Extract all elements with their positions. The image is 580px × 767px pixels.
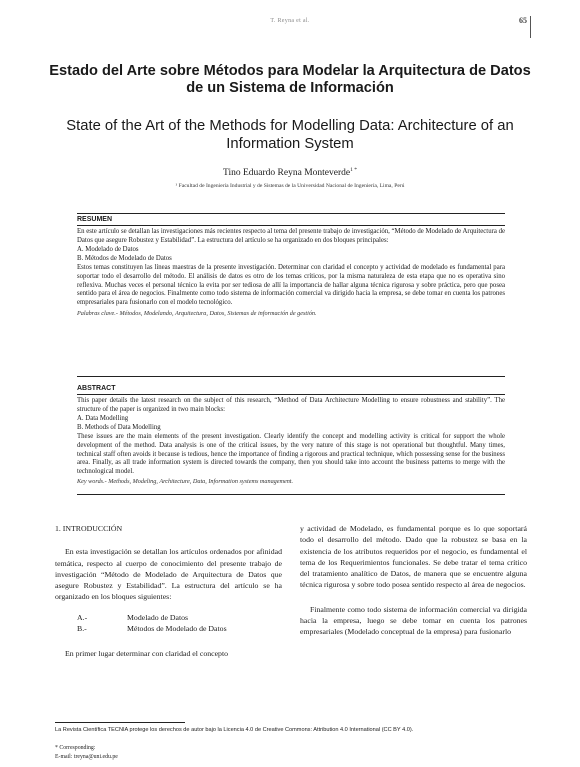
list-marker: A.- [77,612,88,622]
list-text: Métodos de Modelado de Datos [127,624,227,634]
list-marker: B.- [77,624,87,634]
list-item [55,623,282,634]
resumen-intro: En este artículo se detallan las investigaciones más recientes respecto al tema del presente trabajo de investigación, “Método de Modelado de Arquitectura de Datos que asegure Robustez y Estabilidad”. La estructura del artículo se ha organizado en dos bloques principales: [77,228,505,244]
abstract-block [77,397,505,485]
abstract-intro: This paper details the latest research on the subject of this research, “Method of Data Architecture Modelling to ensure robustness and stability”. The structure of the paper is organized in two main blocks: [77,397,505,413]
resumen-heading-rule [77,225,505,226]
author-name: Tino Eduardo Reyna Monteverde [223,168,351,179]
right-column [300,523,527,638]
abstract-heading: ABSTRACT [77,385,116,392]
list-text: Modelado de Datos [127,612,189,622]
abstract-heading-rule [77,394,505,395]
list-item [55,612,282,623]
intro-block-list [55,612,282,635]
intro-paragraph-1: En esta investigación se detallan los artículos ordenados por afinidad temática, respecto al cuerpo de conocimiento del presente trabajo de investigación “Método de Modelado de Arquitectura de Datos que asegure Robustez y Estabilidad”. La estructura del artículo se ha organizado en los bloques siguientes: [55,547,282,602]
author-marks: 1 * [350,167,357,173]
resumen-body: Estos temas constituyen las líneas maestras de la presente investigación. Determinar con claridad el concepto y actividad de modelado es fundamental para soportar todo el desarrollo del método. El análisis de datos es otro de los temas críticos, por la misma naturaleza de esta etapa que no es operativa sino reflexiva. Muchas veces el personal técnico la evita por ser tediosa de allí la importancia de hallar alguna técnica rigurosa y sobre práctica, pero que posea sentido para el área de negocios. Finalmente como todo sistema de información comercial va dirigido hacia la empresa, se debe tomar en cuenta los patrones empresariales para fusionarlo con el modelo tecnológico. [77,264,505,306]
author-affiliation: ¹ Facultad de Ingeniería Industrial y de Sistemas de la Universidad Nacional de Ingeniería, Lima, Perú [175,183,405,189]
abstract-body: These issues are the main elements of the present investigation. Clearly identify the concept and modelling activity is critical for support the whole development of the method. Data analysis is one of the critical issues, by the very nature of this stage is not operational but thoughtful. Many times, technical staff often avoids it because is tedious, hence the importance of finding a rigorous and practical technique, which possessing sense for the business area. Finally, as all trade information system is directed towards the company, then you should take into account the business patterns to merge with the technological model. [77,433,505,475]
resumen-bottom-rule [77,376,505,377]
email-note: E-mail: treyna@uni.edu.pe [55,754,118,760]
resumen-item-b: B. Métodos de Modelado de Datos [77,254,172,262]
corresponding-note: * Corresponding: [55,745,96,751]
right-paragraph-1: y actividad de Modelado, es fundamental porque es lo que soportará todo el desarrollo del método. Dado que la robustez se basa en la existencia de los atributos requeridos por el negocio, es fundamental el tema de los Requerimientos funcionales. Se debe tratar el tema crítico del tratamiento analítico de Datos, de manera que se encuentre alguna técnica rigurosa y sobre todo posea sentido respecto al área de negocios. [300,524,527,590]
abstract-item-a: A. Data Modelling [77,415,129,423]
page-number: 65 [519,16,527,25]
resumen-keywords: Palabras clave.- Métodos, Modelando, Arquitectura, Datos, Sistemas de información de gestión. [77,310,317,318]
footnote-rule [55,722,185,723]
title-english: State of the Art of the Methods for Modelling Data: Architecture of an Information System [66,118,514,152]
resumen-item-a: A. Modelado de Datos [77,246,139,254]
resumen-block [77,228,505,317]
intro-paragraph-2: En primer lugar determinar con claridad el concepto [65,649,229,659]
running-head: T. Reyna et al. [270,18,310,24]
author-line [0,167,580,178]
abstract-keywords: Key words.- Methods, Modeling, Architecture, Data, Information systems management. [77,478,294,486]
section-heading-introduction: 1. INTRODUCCIÓN [55,524,123,533]
resumen-heading: RESUMEN [77,216,113,223]
resumen-top-rule [77,213,505,214]
abstract-bottom-rule [77,494,505,495]
title-spanish: Estado del Arte sobre Métodos para Modelar la Arquitectura de Datos de un Sistema de Información [49,63,531,96]
abstract-item-b: B. Methods of Data Modelling [77,423,161,431]
page-number-rule [530,16,531,38]
right-paragraph-2: Finalmente como todo sistema de información comercial va dirigida hacia la empresa, luego se debe tomar en cuenta los patrones empresariales (Modelado conceptual de la empresa) para fusionarlo [300,604,527,637]
license-note: La Revista Científica TECNIA protege los derechos de autor bajo la Licencia 4.0 de Creative Commons: Attribution 4.0 International (CC BY 4.0). [55,727,414,733]
left-column [55,523,282,660]
